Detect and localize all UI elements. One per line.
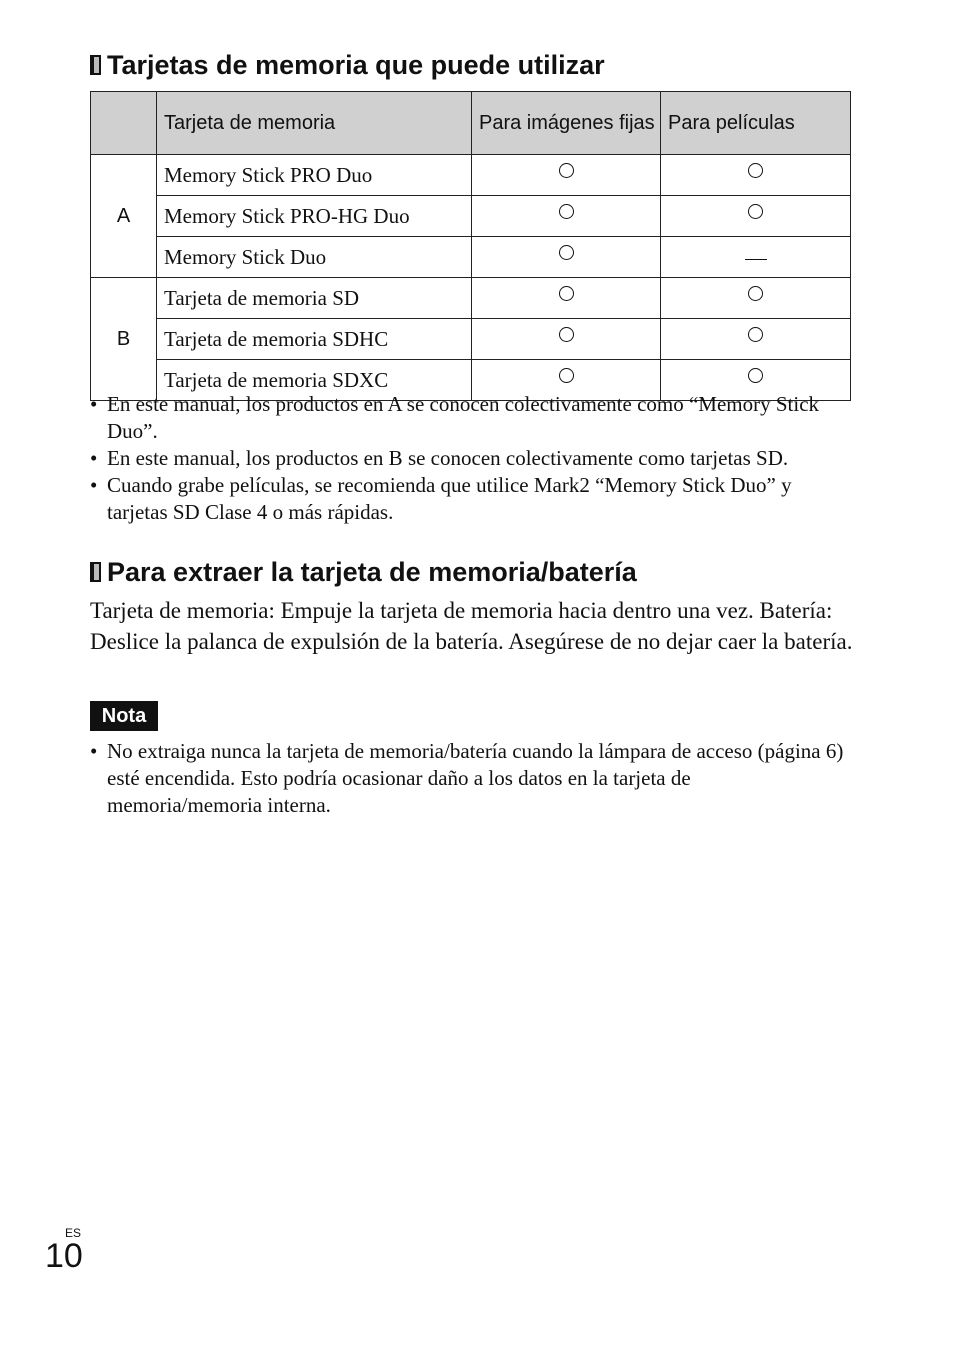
movie-support-cell [661,319,851,360]
card-name-cell: Memory Stick Duo [157,237,472,278]
list-item: • En este manual, los productos en B se conocen colectivamente como tarjetas SD. [90,445,850,472]
card-name-cell: Memory Stick PRO Duo [157,155,472,196]
table-header-blank [91,92,157,155]
supported-circle-icon [559,245,574,260]
section-title: Para extraer la tarjeta de memoria/batería [107,557,637,587]
supported-circle-icon [748,368,763,383]
table-header-still: Para imágenes fijas [472,92,661,155]
nota-badge: Nota [90,701,158,731]
table-header-movie: Para películas [661,92,851,155]
list-item: • En este manual, los productos en A se conocen colectivamente como “Memory Stick Duo”. [90,391,850,445]
supported-circle-icon [559,286,574,301]
table-row [91,196,851,237]
group-label: B [91,278,157,401]
still-support-cell [472,278,661,319]
not-supported-dash-icon [745,259,767,260]
page-number: 10 [45,1237,83,1275]
supported-circle-icon [559,327,574,342]
section-heading-remove-card [90,556,637,588]
group-label: A [91,155,157,278]
table-row [91,278,851,319]
card-name-cell: Tarjeta de memoria SDHC [157,319,472,360]
still-support-cell [472,155,661,196]
still-support-cell [472,196,661,237]
table-notes-list [90,391,850,526]
movie-support-cell [661,155,851,196]
table-header-row [91,92,851,155]
table-row [91,237,851,278]
language-code: ES [65,1226,82,1240]
section-title: Tarjetas de memoria que puede utilizar [107,50,605,80]
memory-card-table [90,91,851,401]
movie-support-cell [661,196,851,237]
table-header-card: Tarjeta de memoria [157,92,472,155]
section-heading-memory-cards [90,49,605,81]
supported-circle-icon [748,204,763,219]
list-item: • No extraiga nunca la tarjeta de memoria/batería cuando la lámpara de acceso (página 6) esté encendida. Esto podría ocasionar daño a los datos en la tarjeta de memoria/memoria interna. [90,738,850,819]
movie-support-cell [661,237,851,278]
heading-marker-icon [90,562,101,582]
card-name-cell: Tarjeta de memoria SD [157,278,472,319]
supported-circle-icon [748,163,763,178]
supported-circle-icon [559,368,574,383]
list-item: • Cuando grabe películas, se recomienda que utilice Mark2 “Memory Stick Duo” y tarjetas SD Clase 4 o más rápidas. [90,472,850,526]
table-row [91,319,851,360]
card-name-cell: Memory Stick PRO-HG Duo [157,196,472,237]
still-support-cell [472,319,661,360]
nota-list [90,738,850,819]
still-support-cell [472,237,661,278]
supported-circle-icon [748,327,763,342]
table-row [91,155,851,196]
heading-marker-icon [90,55,101,75]
movie-support-cell [661,278,851,319]
supported-circle-icon [559,163,574,178]
supported-circle-icon [748,286,763,301]
remove-instructions: Tarjeta de memoria: Empuje la tarjeta de memoria hacia dentro una vez. Batería: Deslice la palanca de expulsión de la batería. Asegúrese de no dejar caer la batería. [90,598,853,654]
supported-circle-icon [559,204,574,219]
card-name-cell: Tarjeta de memoria SDXC [157,360,472,401]
